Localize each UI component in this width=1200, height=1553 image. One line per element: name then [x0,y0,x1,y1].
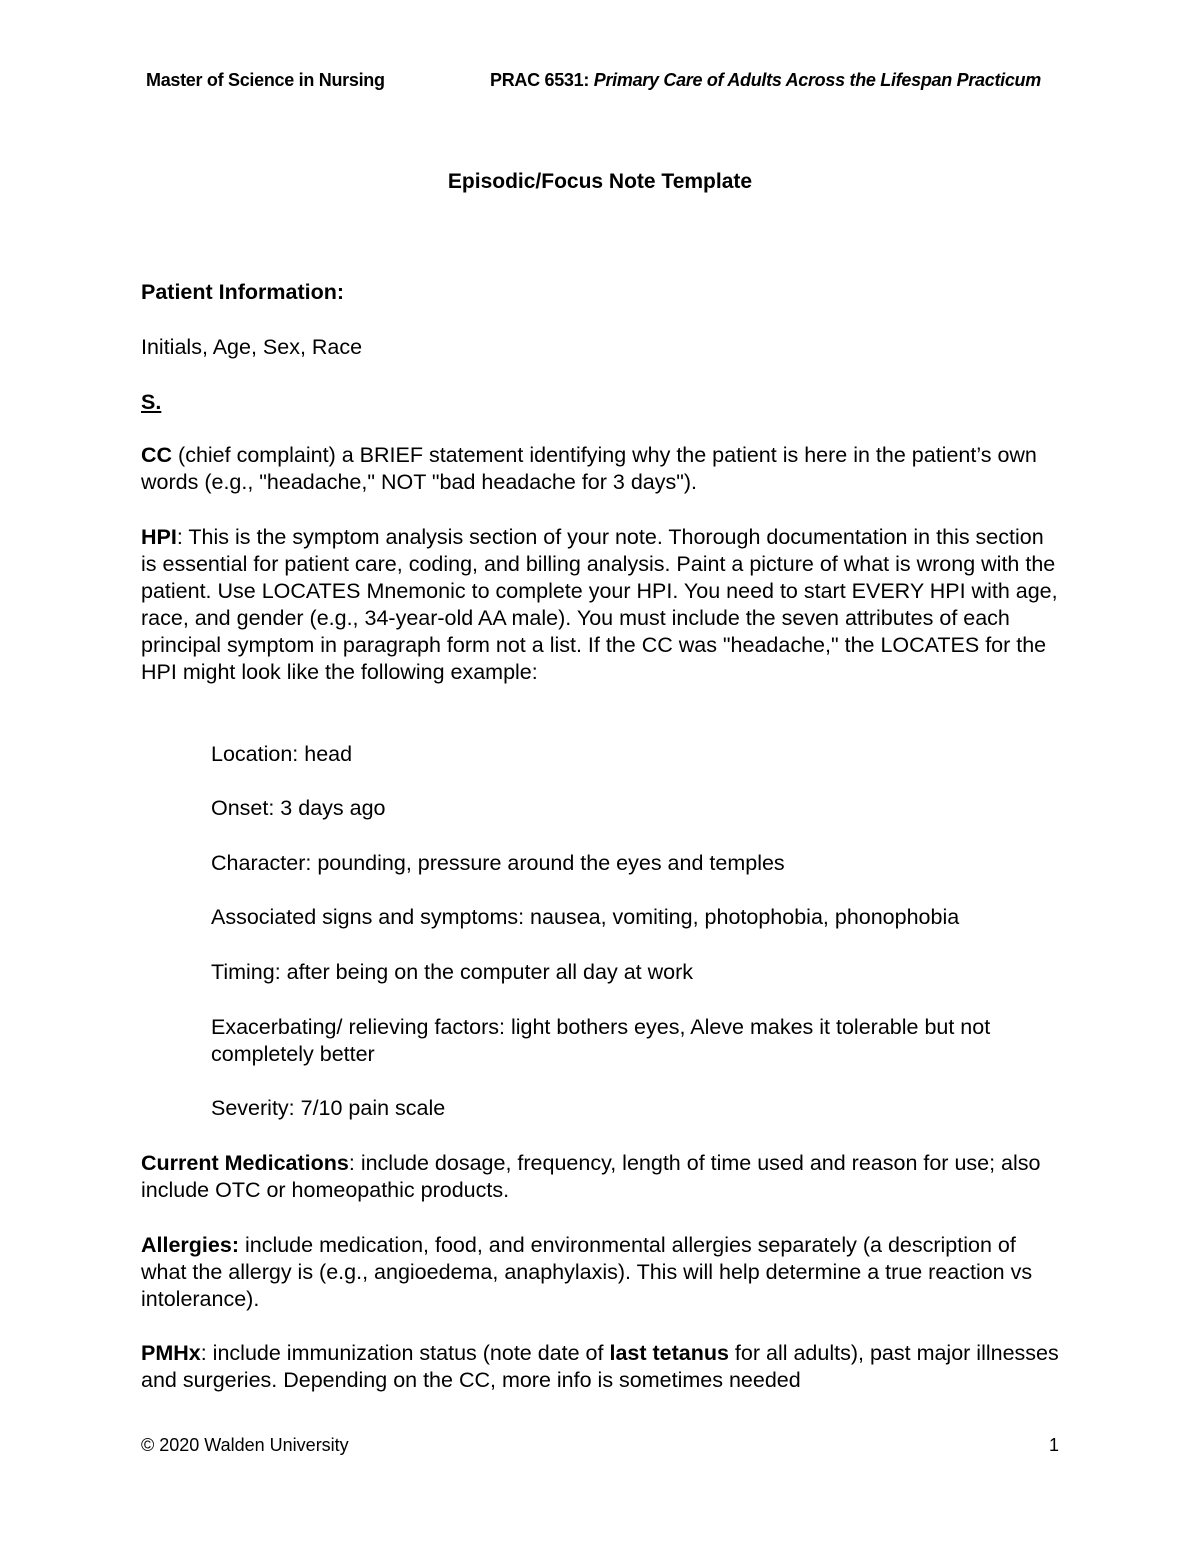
locates-severity [211,1095,1061,1122]
header-program: Master of Science in Nursing [146,70,385,90]
footer-page-number: 1 [1049,1435,1060,1455]
hpi-text: : This is the symptom analysis section of your note. Thorough documentation in this section is essential for patient care, coding, and billing analysis. Paint a picture of what is wrong with the patient. Use LOCATES Mnemonic to complete your HPI. You need to start EVERY HPI with age, race, and gender (e.g., 34-year-old AA male). You must include the seven attributes of each principal symptom in paragraph form not a list. If the CC was "headache," the LOCATES for the HPI might look like the following example: [141,525,1058,684]
locates-item: Associated signs and symptoms: nausea, vomiting, photophobia, phonophobia [211,905,960,929]
locates-item: Severity: 7/10 pain scale [211,1096,446,1120]
pmhx-text-after: for all adults), past major illnesses and surgeries. Depending on the CC, more info is sometimes needed [141,1341,1059,1392]
locates-item: Location: head [211,742,353,766]
locates-item: Character: pounding, pressure around the eyes and temples [211,851,785,875]
subjective-heading [141,389,1061,416]
allergies-text: include medication, food, and environmental allergies separately (a description of what the allergy is (e.g., angioedema, anaphylaxis). This will help determine a true reaction vs intolerance). [141,1233,1033,1311]
allergies-paragraph [141,1232,1061,1313]
patient-info-fields [141,334,1061,361]
cc-paragraph [141,442,1061,496]
current-meds-paragraph [141,1150,1061,1204]
locates-timing [211,959,1061,986]
allergies-label: Allergies: [141,1233,239,1257]
locates-item: Timing: after being on the computer all day at work [211,960,693,984]
patient-info-heading-text: Patient Information: [141,280,345,304]
locates-exacerbating [211,1014,1061,1068]
document-title: Episodic/Focus Note Template [447,170,753,193]
pmhx-text-before: : include immunization status (note date of [200,1341,610,1365]
pmhx-bold-mid: last tetanus [609,1341,729,1365]
patient-info-fields-text: Initials, Age, Sex, Race [141,335,363,359]
locates-item: Onset: 3 days ago [211,796,386,820]
header-course-title: Primary Care of Adults Across the Lifespan Practicum [593,70,1041,90]
locates-associated [211,904,1061,931]
locates-onset [211,795,1061,822]
hpi-label: HPI [141,525,177,549]
current-meds-label: Current Medications [141,1151,349,1175]
pmhx-label: PMHx [141,1341,201,1365]
subjective-heading-text: S. [141,390,162,414]
hpi-paragraph [141,524,1061,686]
locates-location [211,741,1061,768]
locates-character [211,850,1061,877]
locates-item: Exacerbating/ relieving factors: light bothers eyes, Aleve makes it tolerable but not completely better [211,1015,991,1066]
current-meds-text: : include dosage, frequency, length of time used and reason for use; also include OTC or homeopathic products. [141,1151,1041,1202]
patient-info-heading [141,279,1061,306]
footer-copyright: © 2020 Walden University [141,1435,349,1455]
pmhx-paragraph [141,1340,1061,1394]
cc-text: (chief complaint) a BRIEF statement identifying why the patient is here in the patient’s own words (e.g., "headache," NOT "bad headache for 3 days"). [141,443,1037,494]
header-course [490,70,1041,91]
header-course-code: PRAC 6531: [490,70,590,90]
cc-label: CC [141,443,173,467]
